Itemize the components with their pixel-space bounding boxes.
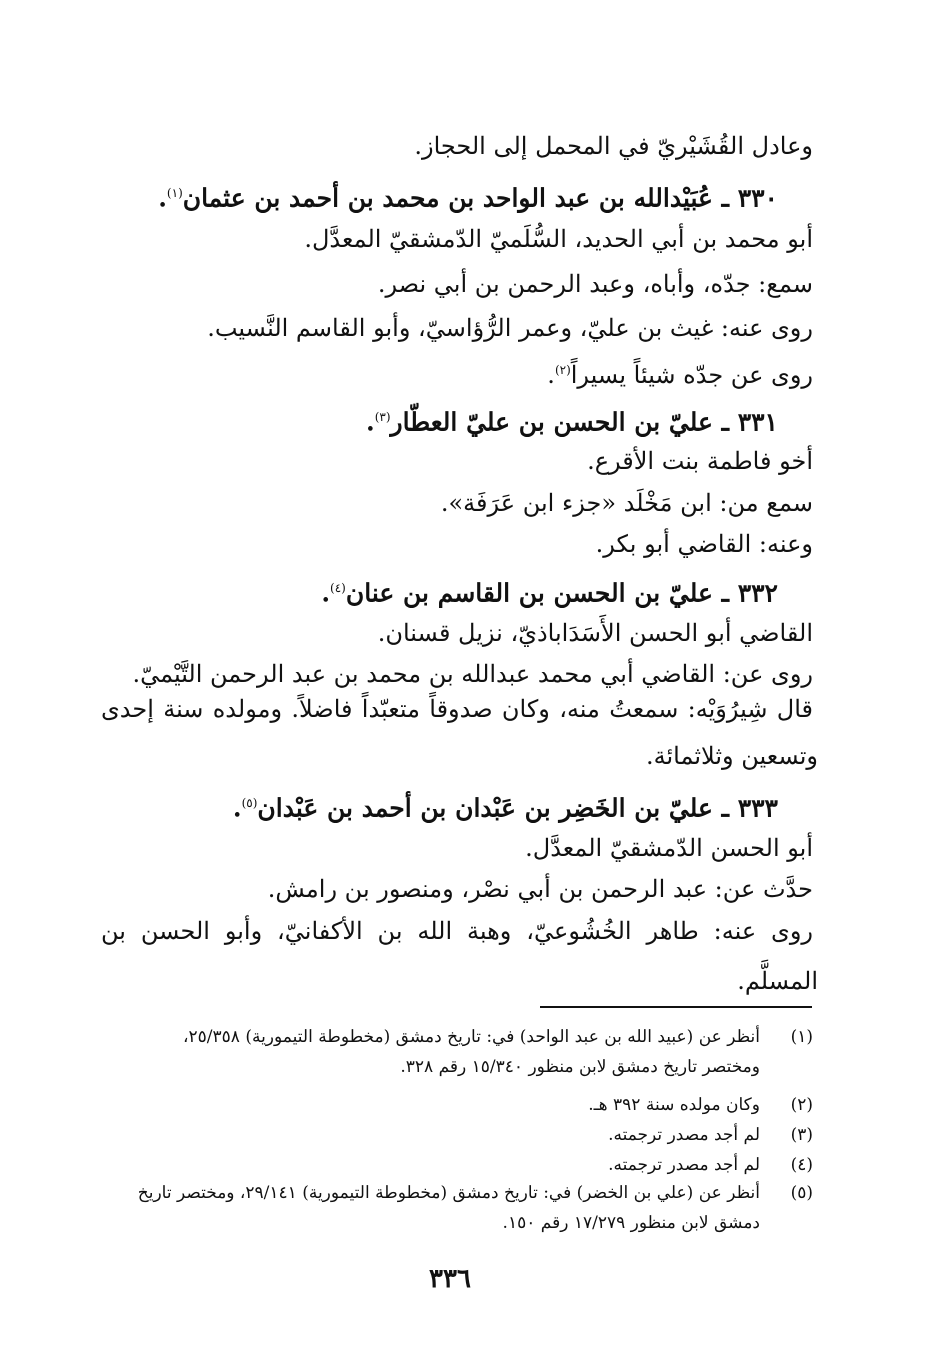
footnote-ref[interactable]: (١): [166, 186, 183, 200]
body-line: وعادل القُشَيْريّ في المحمل إلى الحجاز.: [414, 132, 813, 160]
footnote-text: لم أجد مصدر ترجمته.: [608, 1125, 760, 1145]
footnote-3: [0, 1122, 948, 1150]
footnote-ref[interactable]: (٢): [554, 363, 571, 377]
footnote-text: ومختصر تاريخ دمشق لابن منظور ١٥/٣٤٠ رقم ٣٢٨.: [400, 1057, 760, 1077]
footnote-2: [0, 1092, 948, 1120]
footnote-number: (٢): [790, 1095, 813, 1115]
body-line: أبو الحسن الدّمشقيّ المعدَّل.: [525, 834, 813, 862]
footnote-ref[interactable]: (٤): [330, 581, 346, 595]
footnote-4: [0, 1152, 948, 1180]
body-line: قال شِيرُوَيْه: سمعتُ منه، وكان صدوقاً متعبّداً فاضلاً. ومولده سنة إحدى: [101, 695, 813, 723]
footnote-text: أنظر عن (علي بن الخضر) في: تاريخ دمشق (مخطوطة التيمورية) ٢٩/١٤١، ومختصر تاريخ: [137, 1183, 760, 1203]
footnote-ref[interactable]: (٥): [241, 796, 258, 810]
footnote-number: (١): [790, 1027, 813, 1047]
body-line: سمع من: ابن مَخْلَد «جزء ابن عَرَفَة».: [440, 489, 813, 517]
footnote-5: [0, 1180, 948, 1240]
body-line: روى عنه: طاهر الخُشُوعيّ، وهبة الله بن الأكفانيّ، وأبو الحسن بن: [101, 917, 813, 945]
footnote-1: [0, 1024, 948, 1084]
footnote-text: أنظر عن (عبيد الله بن عبد الواحد) في: تاريخ دمشق (مخطوطة التيمورية) ٢٥/٣٥٨،: [183, 1027, 760, 1047]
entry-heading-331: ٣٣١ ـ عليّ بن الحسن بن عليّ العطّار$^{(٣)}$.: [366, 407, 778, 437]
footnote-text: دمشق لابن منظور ١٧/٢٧٩ رقم ١٥٠.: [502, 1213, 760, 1233]
footnote-ref[interactable]: (٣): [374, 410, 391, 424]
entry-heading-332: ٣٣٢ ـ عليّ بن الحسن بن القاسم بن عنان$^{(٤)}$.: [321, 578, 778, 608]
entry-heading-333: ٣٣٣ ـ عليّ بن الخَضِر بن عَبْدان بن أحمد بن عَبْدان$^{(٥)}$.: [232, 793, 778, 823]
footnote-number: (٤): [790, 1155, 813, 1175]
body-line: روى عن جدّه شيئاً يسيراً$^{(٢)}$.: [547, 361, 813, 389]
body-line: روى عنه: غيث بن عليّ، وعمر الرُّؤاسيّ، وأبو القاسم النَّسيب.: [207, 314, 813, 342]
footnote-text: وكان مولده سنة ٣٩٢ هـ.: [588, 1095, 760, 1115]
footnote-number: (٣): [790, 1125, 813, 1145]
body-line: أبو محمد بن أبي الحديد، السُّلَميّ الدّمشقيّ المعدَّل.: [304, 225, 813, 253]
entry-heading-330: ٣٣٠ ـ عُبَيْدالله بن عبد الواحد بن محمد بن أحمد بن عثمان$^{(١)}$.: [158, 183, 778, 213]
body-line: وعنه: القاضي أبو بكر.: [595, 530, 813, 558]
footnote-text: لم أجد مصدر ترجمته.: [608, 1155, 760, 1175]
body-line: حدَّث عن: عبد الرحمن بن أبي نصْر، ومنصور بن رامش.: [267, 875, 813, 903]
page-number: ٣٣٦: [429, 1264, 471, 1294]
body-line: أخو فاطمة بنت الأقرع.: [587, 447, 813, 475]
body-line: القاضي أبو الحسن الأَسَدَاباذيّ، نزيل قسنان.: [377, 619, 813, 647]
body-line: سمع: جدّه، وأباه، وعبد الرحمن بن أبي نصر.: [377, 270, 813, 298]
body-line: وتسعين وثلاثمائة.: [645, 742, 818, 770]
body-line: روى عن: القاضي أبي محمد عبدالله بن محمد بن عبد الرحمن التَّيْميّ.: [132, 660, 813, 688]
footnote-separator: [540, 1006, 812, 1008]
footnote-number: (٥): [790, 1183, 813, 1203]
body-line: المسلَّم.: [737, 967, 818, 995]
